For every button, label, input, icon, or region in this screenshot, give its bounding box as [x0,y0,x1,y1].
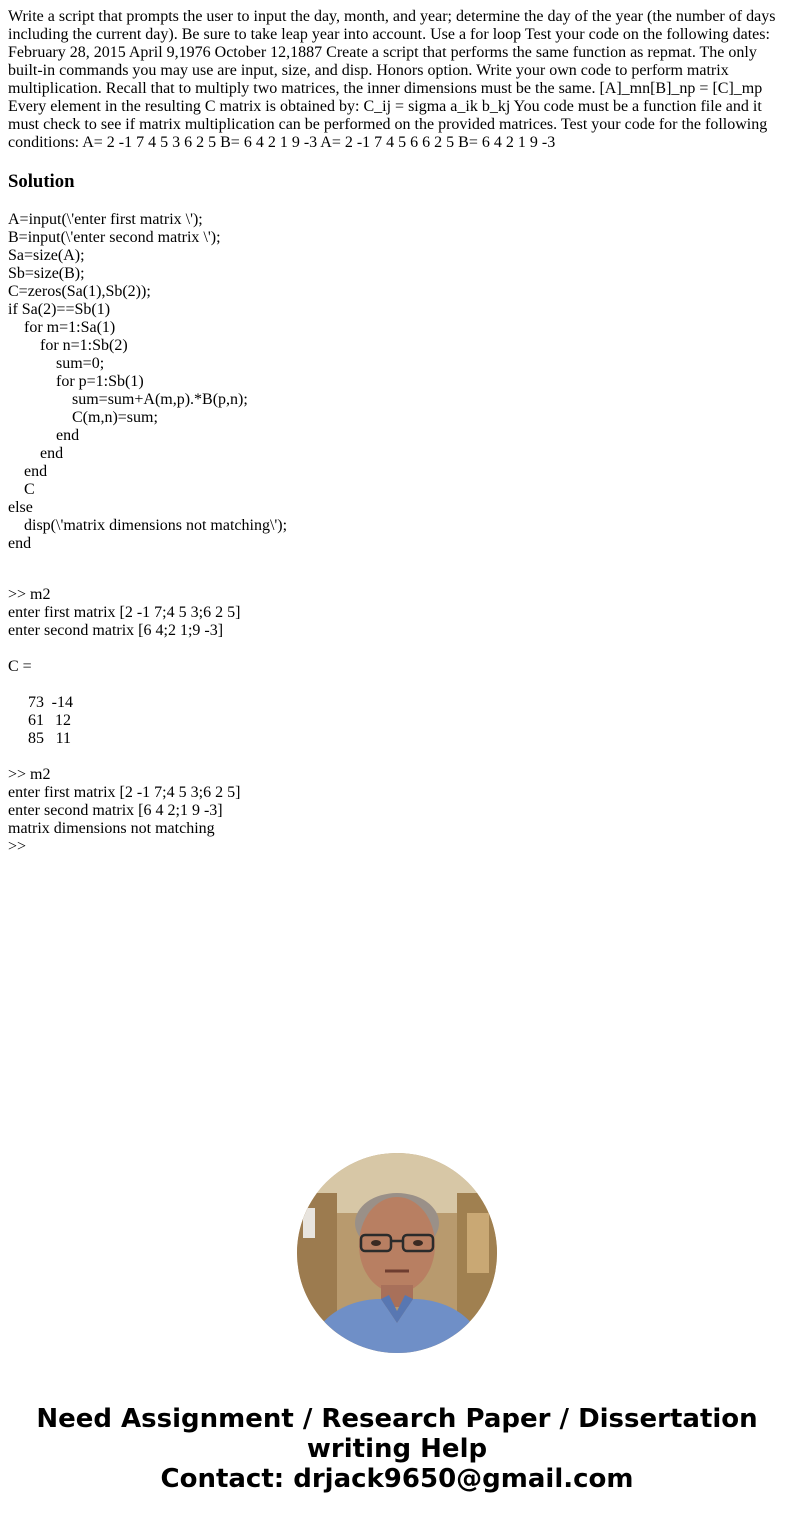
result-label: C = [8,658,32,675]
result-cell: 12 [55,712,71,729]
command-prompt: >> m2 [8,766,51,783]
footer-line: writing Help [306,1434,488,1464]
command-prompt: >> [8,838,27,855]
code-line: disp(\'matrix dimensions not matching\'); [24,517,288,534]
code-line: for n=1:Sb(2) [40,337,128,354]
result-row [8,712,786,730]
result-cell: 11 [55,730,71,747]
author-portrait-image [297,1153,497,1353]
result-cell: -14 [51,694,73,711]
code-line: C=zeros(Sa(1),Sb(2)); [8,283,151,300]
code-line: Sa=size(A); [8,247,85,264]
result-cell: 73 [28,694,44,711]
error-message: matrix dimensions not matching [8,820,215,837]
run-output-1 [8,586,786,748]
first-matrix-input: enter first matrix [2 -1 7;4 5 3;6 2 5] [8,604,241,621]
code-line: else [8,499,33,516]
solution-heading: Solution [8,171,75,192]
code-line: sum=sum+A(m,p).*B(p,n); [72,391,248,408]
code-line: Sb=size(B); [8,265,85,282]
footer-contact [0,1404,794,1494]
code-line: C [24,481,35,498]
code-block [8,211,786,553]
question-text: Write a script that prompts the user to input the day, month, and year; determine the day of the year (the number of days including the current day). Be sure to take leap year into account. Use a for loop Test your code on the following dates: February 28, 2015 April 9,1976 October 12,1887 Create a script that performs the same function as repmat. The only built-in commands you may use are input, size, and disp. Honors option. Write your own code to perform matrix multiplication. Recall that to multiply two matrices, the inner dimensions must be the same. [A]_mn[B]_np = [C]_mp Every element in the resulting C matrix is obtained by: C_ij = sigma a_ik b_kj You code must be a function file and it must check to see if matrix multiplication can be performed on the provided matrices. Test your code for the following conditions: A= 2 -1 7 4 5 3 6 2 5 B= 6 4 2 1 9 -3 A= 2 -1 7 4 5 6 6 2 5 B= 6 4 2 1 9 -3 [8,8,776,151]
run-output-2 [8,766,786,856]
footer-line: Need Assignment / Research Paper / Dissertation [36,1404,758,1434]
code-line: end [24,463,48,480]
code-line: for p=1:Sb(1) [56,373,144,390]
footer-contact-email: Contact: drjack9650@gmail.com [160,1464,634,1494]
code-line: A=input(\'enter first matrix \'); [8,211,203,228]
result-cell: 61 [28,712,44,729]
code-line: end [8,535,32,552]
code-line: for m=1:Sa(1) [24,319,116,336]
document-content [8,8,786,856]
code-line: B=input(\'enter second matrix \'); [8,229,221,246]
author-avatar [297,1153,497,1353]
code-line: C(m,n)=sum; [72,409,158,426]
code-line: end [40,445,64,462]
result-cell: 85 [28,730,44,747]
code-line: if Sa(2)==Sb(1) [8,301,111,318]
code-line: end [56,427,80,444]
result-row [8,730,786,748]
first-matrix-input: enter first matrix [2 -1 7;4 5 3;6 2 5] [8,784,241,801]
command-prompt: >> m2 [8,586,51,603]
result-row [8,694,786,712]
second-matrix-input: enter second matrix [6 4;2 1;9 -3] [8,622,224,639]
second-matrix-input: enter second matrix [6 4 2;1 9 -3] [8,802,223,819]
code-line: sum=0; [56,355,105,372]
